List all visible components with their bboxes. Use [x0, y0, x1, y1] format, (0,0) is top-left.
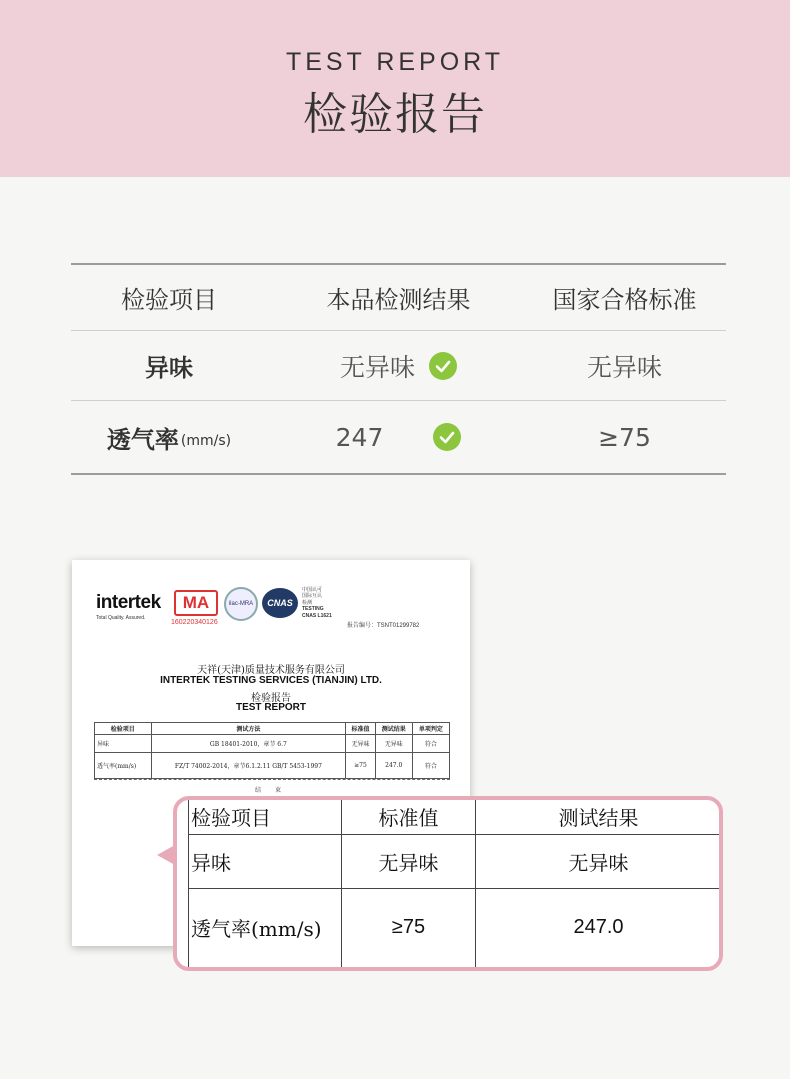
- zoomed-callout: [173, 796, 723, 971]
- cnas-line: 检测: [302, 599, 313, 606]
- ma-number: 160220340126: [171, 619, 218, 626]
- cnas-logo: CNAS: [262, 588, 298, 618]
- mini-cell: ≥75: [346, 753, 375, 779]
- table-row: [71, 401, 726, 475]
- cnas-text: [302, 587, 332, 619]
- zoom-cell: 247.0: [476, 888, 722, 967]
- company-name-en: INTERTEK TESTING SERVICES (TIANJIN) LTD.: [160, 675, 382, 686]
- header-item: 检验项目: [121, 286, 217, 314]
- mini-cell: 异味: [95, 735, 152, 753]
- row-result-value: 无异味: [339, 352, 415, 382]
- banner-title-zh: 检验报告: [303, 89, 487, 140]
- mini-header: 单项判定: [412, 723, 449, 735]
- cnas-line: CNAS L1621: [302, 612, 332, 619]
- table-header-row: [71, 263, 726, 331]
- header-result: 本品检测结果: [326, 286, 471, 314]
- zoom-header: 检验项目: [189, 800, 342, 834]
- table-row: [95, 753, 450, 779]
- row-item-unit: (mm/s): [180, 433, 232, 449]
- zoom-header-row: [189, 800, 722, 834]
- mini-cell: 符合: [412, 735, 449, 753]
- row-result: [286, 401, 511, 473]
- table-row: [189, 834, 722, 888]
- row-standard: ≥75: [598, 422, 651, 452]
- mini-header: 标准值: [346, 723, 375, 735]
- report-number: 报告编号：TSNT01299782: [347, 623, 420, 629]
- intertek-logo: intertek: [96, 592, 161, 613]
- result-summary-table: [71, 263, 726, 475]
- divider: [94, 779, 450, 780]
- mini-cell: 247.0: [375, 753, 412, 779]
- zoom-cell: 异味: [189, 834, 342, 888]
- mini-cell: GB 18401-2010，章节 6.7: [151, 735, 346, 753]
- zoom-cell: 透气率(mm/s): [189, 888, 342, 967]
- mini-cell: 符合: [412, 753, 449, 779]
- mini-cell: 无异味: [346, 735, 375, 753]
- row-result: [286, 331, 511, 400]
- banner-title-en: TEST REPORT: [285, 48, 505, 76]
- end-mark: 结 束: [255, 787, 287, 794]
- table-row: [189, 888, 722, 967]
- zoomed-results-table: [188, 800, 721, 967]
- cnas-line: 中国认可: [302, 587, 323, 593]
- row-item-label: 透气率: [106, 425, 179, 454]
- row-standard: 无异味: [586, 352, 662, 382]
- report-title-en: TEST REPORT: [235, 702, 306, 713]
- mini-cell: 透气率(mm/s): [95, 753, 152, 779]
- report-results-table: [94, 722, 450, 779]
- check-icon: [429, 352, 457, 380]
- mini-header: 检验项目: [95, 723, 152, 735]
- mini-header: 测试方法: [151, 723, 346, 735]
- report-title-zh: 检验报告: [251, 693, 291, 704]
- company-name-zh: 天祥(天津)质量技术服务有限公司: [197, 665, 345, 676]
- row-result-value: 247: [335, 422, 384, 452]
- mini-cell: FZ/T 74002-2014，章节6.1.2.11 GB/T 5453-1997: [151, 753, 346, 779]
- row-item: [71, 331, 267, 400]
- ma-logo: MA: [174, 590, 218, 616]
- zoom-cell: 无异味: [476, 834, 722, 888]
- mini-header: 测试结果: [375, 723, 412, 735]
- cnas-line: TESTING: [302, 606, 324, 613]
- zoom-header: 测试结果: [476, 800, 722, 834]
- header-standard: 国家合格标准: [552, 286, 697, 314]
- row-item-label: 异味: [145, 354, 193, 382]
- check-icon: [433, 423, 461, 451]
- cnas-line: 国际互认: [302, 593, 323, 600]
- table-row: [71, 331, 726, 401]
- header-banner: [0, 0, 790, 177]
- zoom-cell: 无异味: [342, 834, 476, 888]
- row-item: [71, 401, 267, 473]
- table-row: [95, 735, 450, 753]
- mini-cell: 无异味: [375, 735, 412, 753]
- zoom-header: 标准值: [342, 800, 476, 834]
- zoom-cell: ≥75: [342, 888, 476, 967]
- ilac-mra-logo: ilac-MRA: [224, 587, 258, 621]
- intertek-tagline: Total Quality. Assured.: [96, 615, 146, 621]
